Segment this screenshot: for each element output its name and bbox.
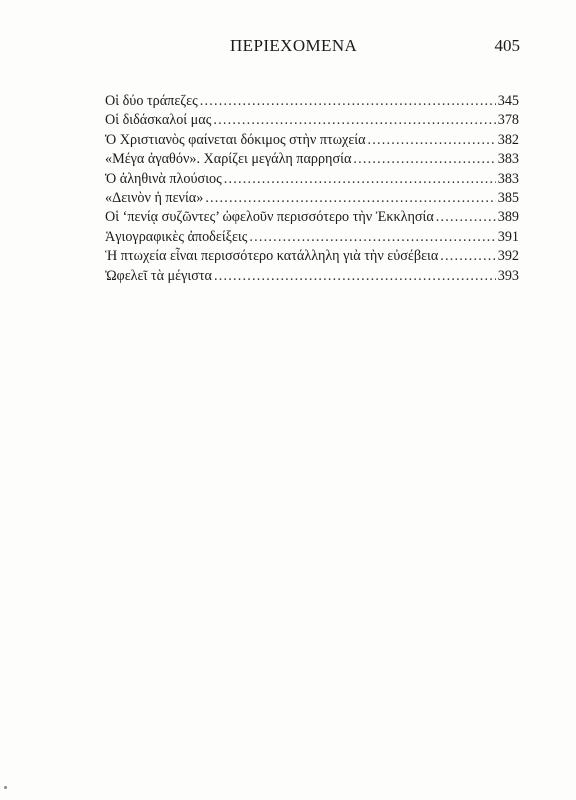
toc-entry-page: 392 [497, 248, 519, 265]
toc-entry-page: 383 [497, 170, 519, 187]
dot-leader [368, 131, 496, 150]
toc-entry [105, 189, 519, 208]
toc-entry [105, 92, 519, 111]
toc-entry [105, 111, 519, 130]
toc-entry [105, 208, 519, 227]
toc-entry-page: 345 [497, 93, 519, 109]
toc-entry-page: 378 [497, 112, 519, 129]
toc-entry-title: Οἱ δύο τράπεζες [105, 93, 198, 109]
scan-speck [4, 786, 7, 789]
toc-entry-page: 382 [497, 131, 519, 148]
toc-entry-title: Οἱ διδάσκαλοί μας [105, 112, 212, 129]
toc-entry-page: 393 [497, 267, 519, 284]
toc-entry-title: Ἡ πτωχεία εἶναι περισσότερο κατάλληλη γιὰ τὴν εὐσέβεια [105, 248, 439, 265]
toc-entry-page: 383 [497, 151, 519, 168]
page-number: 405 [494, 36, 520, 55]
toc-entry [105, 150, 519, 169]
dot-leader [200, 92, 496, 111]
toc-entry-title: Ὠφελεῖ τὰ μέγιστα [105, 267, 212, 284]
dot-leader [224, 170, 496, 189]
toc-entry [105, 228, 519, 247]
toc-entry-title: Ἁγιογραφικὲς ἀποδείξεις [105, 228, 248, 245]
toc-entry-title: Ὁ ἀληθινὰ πλούσιος [105, 170, 222, 187]
running-head [0, 36, 576, 60]
toc-entry [105, 170, 519, 189]
dot-leader [213, 111, 495, 130]
running-title: ΠΕΡΙΕΧΟΜΕΝΑ [230, 36, 358, 55]
toc-entry [105, 247, 519, 266]
toc-entry-page: 385 [497, 189, 519, 206]
dot-leader [205, 189, 495, 208]
toc-entry-page: 389 [497, 209, 519, 226]
toc-entry-title: Ὁ Χριστιανὸς φαίνεται δόκιμος στὴν πτωχεία [105, 131, 366, 148]
toc-entry-title: «Δεινὸν ἡ πενία» [105, 189, 204, 206]
toc-entry-page: 391 [497, 228, 519, 245]
dot-leader [249, 228, 495, 247]
dot-leader [214, 267, 496, 286]
dot-leader [440, 247, 495, 266]
toc-entry [105, 131, 519, 150]
toc-entry [105, 267, 519, 286]
dot-leader [353, 150, 495, 169]
table-of-contents [105, 92, 519, 286]
dot-leader [436, 208, 496, 227]
toc-entry-title: Οἱ ‘πενίᾳ συζῶντες’ ὠφελοῦν περισσότερο τὴν Ἐκκλησία [105, 209, 434, 226]
toc-entry-title: «Μέγα ἀγαθόν». Χαρίζει μεγάλη παρρησία [105, 151, 352, 168]
